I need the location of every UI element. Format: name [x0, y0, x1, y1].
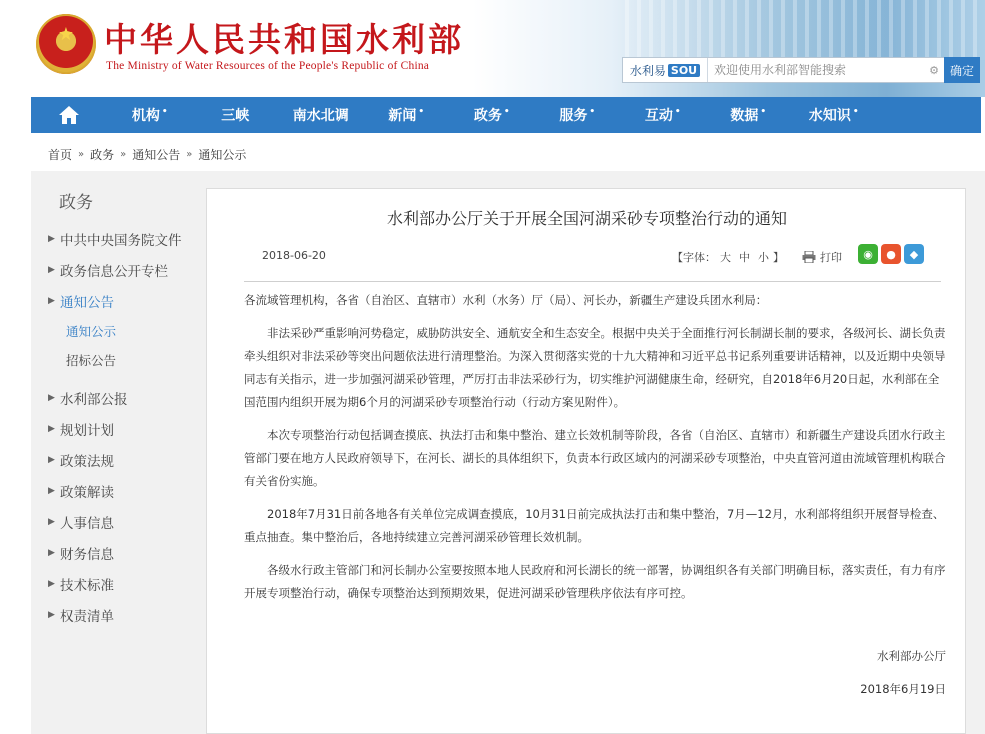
- sidebar-item-responsibility-list[interactable]: ▶ 权责清单: [48, 608, 114, 625]
- breadcrumb-notices[interactable]: 通知公示: [198, 148, 247, 162]
- font-size-label-close: 】: [773, 251, 784, 264]
- font-size-large[interactable]: 大: [720, 251, 731, 264]
- arrow-right-icon: ▶: [48, 423, 55, 434]
- breadcrumb-separator: »: [186, 149, 193, 160]
- arrow-right-icon: ▶: [48, 454, 55, 465]
- sidebar-subitem-tenders[interactable]: 招标公告: [66, 352, 117, 368]
- article-paragraph: 本次专项整治行动包括调查摸底、执法打击和集中整治、建立长效机制等阶段，各省（自治区、直辖市）和新疆生产建设兵团水行政主管部门要在地方人民政府领导下，在河长、湖长的具体组织下，负责本行政区域内的河湖采砂专项整治，中央直管河道由流域管理机构联合有关省份实施。: [244, 428, 946, 488]
- sidebar-item-central-documents[interactable]: ▶ 中共中央国务院文件: [48, 232, 182, 249]
- font-size-small[interactable]: 小: [758, 251, 769, 264]
- sidebar-gap: [48, 374, 206, 382]
- site-title[interactable]: 中华人民共和国水利部: [104, 20, 464, 59]
- breadcrumb: [48, 146, 246, 163]
- nav-item-services[interactable]: 服务 •: [559, 107, 596, 124]
- dropdown-mark: •: [852, 107, 859, 118]
- dropdown-mark: •: [589, 107, 596, 118]
- home-icon[interactable]: [31, 105, 107, 125]
- site-subtitle: The Ministry of Water Resources of the People's Republic of China: [106, 60, 430, 72]
- dropdown-mark: •: [503, 107, 510, 118]
- arrow-right-icon: ▶: [48, 392, 55, 403]
- search-brand: [623, 58, 708, 82]
- sidebar-item-standards[interactable]: ▶ 技术标准: [48, 577, 114, 594]
- nav-item-south-north-water[interactable]: 南水北调: [292, 108, 349, 124]
- font-size-control: [672, 249, 784, 265]
- breadcrumb-home[interactable]: 首页: [48, 148, 73, 162]
- sidebar-item-regulations[interactable]: ▶ 政策法规: [48, 453, 114, 470]
- breadcrumb-separator: »: [78, 149, 85, 160]
- sidebar-item-policy-interpretation[interactable]: ▶ 政策解读: [48, 484, 114, 501]
- divider: [244, 281, 941, 282]
- site-header: [0, 0, 985, 97]
- article-paragraph: 非法采砂严重影响河势稳定，威胁防洪安全、通航安全和生态安全。根据中央关于全面推行河长制湖长制的要求，各级河长、湖长负责牵头组织对非法采砂等突出问题依法进行清理整治。为深入贯彻落实党的十九大精神和习近平总书记系列重要讲话精神，以及近期中央领导同志有关指示，进一步加强河湖采砂管理，严厉打击非法采砂行为，切实维护河湖健康生命，经研究，自2018年6月20日起，水利部在全国范围内组织开展为期6个月的河湖采砂专项整治行动（行动方案见附件）。: [244, 326, 946, 409]
- sidebar-item-finance[interactable]: ▶ 财务信息: [48, 546, 114, 563]
- font-size-label-open: 【字体：: [672, 251, 716, 264]
- article-meta: [262, 249, 942, 267]
- nav-item-three-gorges[interactable]: 三峡: [221, 108, 250, 124]
- search-box: [622, 57, 945, 83]
- arrow-right-icon: ▶: [48, 295, 55, 306]
- star-icon: ★: [57, 24, 75, 45]
- sidebar-subitem-notices[interactable]: 通知公示: [66, 323, 117, 339]
- search-brand-label: 水利易: [629, 63, 666, 78]
- sidebar-item-announcements[interactable]: ▶ 通知公告: [48, 294, 114, 311]
- arrow-right-icon: ▶: [48, 578, 55, 589]
- share-buttons: [858, 244, 924, 264]
- article-panel: [206, 188, 966, 734]
- nav-item-news[interactable]: 新闻 •: [388, 107, 425, 124]
- arrow-right-icon: ▶: [48, 233, 55, 244]
- search-button[interactable]: 确定: [944, 57, 980, 83]
- print-button[interactable]: [802, 249, 842, 265]
- sidebar-menu: [31, 223, 206, 630]
- arrow-right-icon: ▶: [48, 547, 55, 558]
- breadcrumb-separator: »: [120, 149, 127, 160]
- search-settings-icon[interactable]: ⚙: [929, 63, 939, 77]
- nav-item-water-knowledge[interactable]: 水知识 •: [808, 107, 859, 124]
- nav-item-interaction[interactable]: 互动 •: [644, 107, 681, 124]
- article-title: 水利部办公厅关于开展全国河湖采砂专项整治行动的通知: [386, 209, 787, 228]
- article-salutation: 各流域管理机构，各省（自治区、直辖市）水利（水务）厅（局）、河长办，新疆生产建设兵团水利局：: [244, 293, 768, 307]
- sidebar-item-info-disclosure[interactable]: ▶ 政务信息公开专栏: [48, 263, 168, 280]
- article-body: [244, 289, 946, 701]
- article-sign-date: 2018年6月19日: [860, 682, 946, 696]
- dropdown-mark: •: [418, 107, 425, 118]
- printer-icon: [802, 251, 816, 263]
- weibo-share-icon[interactable]: ●: [881, 244, 901, 264]
- print-label: 打印: [820, 251, 842, 264]
- font-size-medium[interactable]: 中: [739, 251, 750, 264]
- arrow-right-icon: ▶: [48, 485, 55, 496]
- search-brand-tag: SOU: [668, 64, 700, 77]
- arrow-right-icon: ▶: [48, 516, 55, 527]
- arrow-right-icon: ▶: [48, 264, 55, 275]
- sidebar-item-planning[interactable]: ▶ 规划计划: [48, 422, 114, 439]
- qzone-share-icon[interactable]: ◆: [904, 244, 924, 264]
- article-paragraph: 各级水行政主管部门和河长制办公室要按照本地人民政府和河长湖长的统一部署，协调组织各有关部门明确目标，落实责任，有力有序开展专项整治行动，确保专项整治达到预期效果，促进河湖采砂管理秩序依法有序可控。: [244, 563, 946, 600]
- arrow-right-icon: ▶: [48, 609, 55, 620]
- nav-item-org[interactable]: 机构 •: [131, 107, 168, 124]
- national-emblem-logo[interactable]: [36, 14, 96, 74]
- article-paragraph: 2018年7月31日前各地各有关单位完成调查摸底，10月31日前完成执法打击和集中整治，7月—12月，水利部将组织开展督导检查、重点抽查。集中整治后，各地持续建立完善河湖采砂管理长效机制。: [244, 507, 945, 544]
- main-nav: [31, 97, 981, 133]
- header-banner-image: [625, 0, 985, 60]
- breadcrumb-government-affairs[interactable]: 政务: [90, 148, 115, 162]
- content-area: [206, 171, 985, 734]
- nav-item-data[interactable]: 数据 •: [730, 107, 767, 124]
- search-input[interactable]: [708, 58, 924, 82]
- wechat-share-icon[interactable]: ◉: [858, 244, 878, 264]
- sidebar: [31, 171, 206, 734]
- article-date: 2018-06-20: [262, 249, 326, 262]
- dropdown-mark: •: [674, 107, 681, 118]
- article-signer: 水利部办公厅: [877, 649, 946, 663]
- dropdown-mark: •: [760, 107, 767, 118]
- sidebar-item-personnel[interactable]: ▶ 人事信息: [48, 515, 114, 532]
- nav-item-government-affairs[interactable]: 政务 •: [473, 107, 510, 124]
- sidebar-heading: 政务: [59, 193, 93, 213]
- dropdown-mark: •: [161, 107, 168, 118]
- sidebar-item-bulletin[interactable]: ▶ 水利部公报: [48, 391, 128, 408]
- breadcrumb-announcements[interactable]: 通知公告: [132, 148, 181, 162]
